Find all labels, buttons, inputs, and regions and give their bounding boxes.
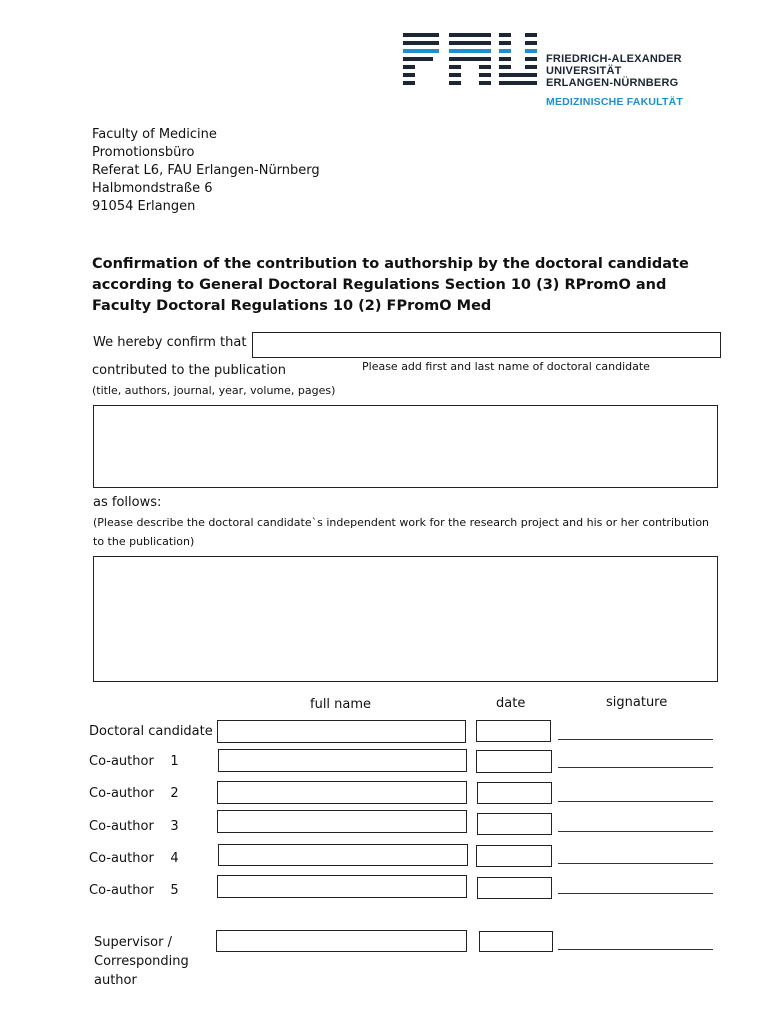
supervisor-label-line: Corresponding — [94, 954, 189, 969]
row-label-co-author-1: Co-author 1 — [89, 754, 179, 769]
address-line: Referat L6, FAU Erlangen-Nürnberg — [92, 163, 320, 178]
university-name-line-3: ERLANGEN-NÜRNBERG — [546, 77, 679, 89]
contribution-hint-line-2: to the publication) — [93, 535, 195, 548]
doctoral-candidate-date-input[interactable] — [476, 720, 551, 742]
co-author-3-signature-line — [558, 831, 713, 832]
publication-hint: (title, authors, journal, year, volume, pages) — [92, 384, 336, 397]
address-line: 91054 Erlangen — [92, 199, 196, 214]
co-author-2-date-input[interactable] — [477, 782, 552, 804]
row-label-supervisor — [94, 933, 189, 990]
confirm-label: We hereby confirm that — [93, 335, 247, 350]
co-author-1-name-input[interactable] — [218, 749, 467, 772]
university-name — [546, 53, 682, 89]
contribution-textarea[interactable] — [93, 556, 718, 682]
row-label-co-author-2: Co-author 2 — [89, 786, 179, 801]
form-title-line: according to General Doctoral Regulations Section 10 (3) RPromO and — [92, 277, 667, 293]
faculty-name: MEDIZINISCHE FAKULTÄT — [546, 96, 683, 108]
doctoral-candidate-name-input[interactable] — [217, 720, 466, 743]
supervisor-label-line: author — [94, 973, 137, 988]
supervisor-signature-line — [558, 949, 713, 950]
contribution-hint-line-1: (Please describe the doctoral candidate`s independent work for the research project and his or her contribution — [93, 516, 710, 529]
co-author-3-date-input[interactable] — [477, 813, 552, 835]
university-name-line-1: FRIEDRICH-ALEXANDER — [546, 53, 682, 65]
co-author-2-signature-line — [558, 801, 713, 802]
supervisor-name-input[interactable] — [216, 930, 467, 952]
co-author-5-date-input[interactable] — [477, 877, 552, 899]
publication-textarea[interactable] — [93, 405, 718, 488]
co-author-3-name-input[interactable] — [217, 810, 467, 833]
address-line: Halbmondstraße 6 — [92, 181, 213, 196]
row-label-co-author-3: Co-author 3 — [89, 819, 179, 834]
address-line: Promotionsbüro — [92, 145, 195, 160]
address-block — [92, 126, 320, 216]
address-line: Faculty of Medicine — [92, 127, 217, 142]
co-author-2-name-input[interactable] — [217, 781, 467, 804]
co-author-5-signature-line — [558, 893, 713, 894]
candidate-name-hint: Please add first and last name of doctoral candidate — [362, 360, 650, 373]
header-full-name: full name — [310, 697, 372, 712]
row-label-co-author-4: Co-author 4 — [89, 851, 179, 866]
row-label-doctoral-candidate: Doctoral candidate — [89, 724, 213, 739]
candidate-name-input[interactable] — [252, 332, 721, 358]
university-name-line-2: UNIVERSITÄT — [546, 65, 622, 77]
form-title-line: Confirmation of the contribution to authorship by the doctoral candidate — [92, 256, 689, 272]
supervisor-label-line: Supervisor / — [94, 935, 172, 950]
co-author-4-name-input[interactable] — [218, 844, 468, 866]
co-author-1-signature-line — [558, 767, 713, 768]
co-author-1-date-input[interactable] — [476, 750, 552, 773]
row-label-co-author-5: Co-author 5 — [89, 883, 179, 898]
co-author-4-date-input[interactable] — [476, 845, 552, 867]
fau-logo-mark-icon — [403, 33, 543, 91]
form-title-line: Faculty Doctoral Regulations 10 (2) FPromO Med — [92, 298, 492, 314]
header-date: date — [496, 696, 526, 711]
supervisor-date-input[interactable] — [479, 931, 553, 952]
contribution-label: as follows: — [93, 495, 162, 510]
form-title — [92, 254, 732, 317]
doctoral-candidate-signature-line — [558, 739, 713, 740]
publication-label: contributed to the publication — [92, 363, 286, 378]
header-signature: signature — [606, 695, 668, 710]
co-author-5-name-input[interactable] — [217, 875, 467, 898]
co-author-4-signature-line — [558, 863, 713, 864]
